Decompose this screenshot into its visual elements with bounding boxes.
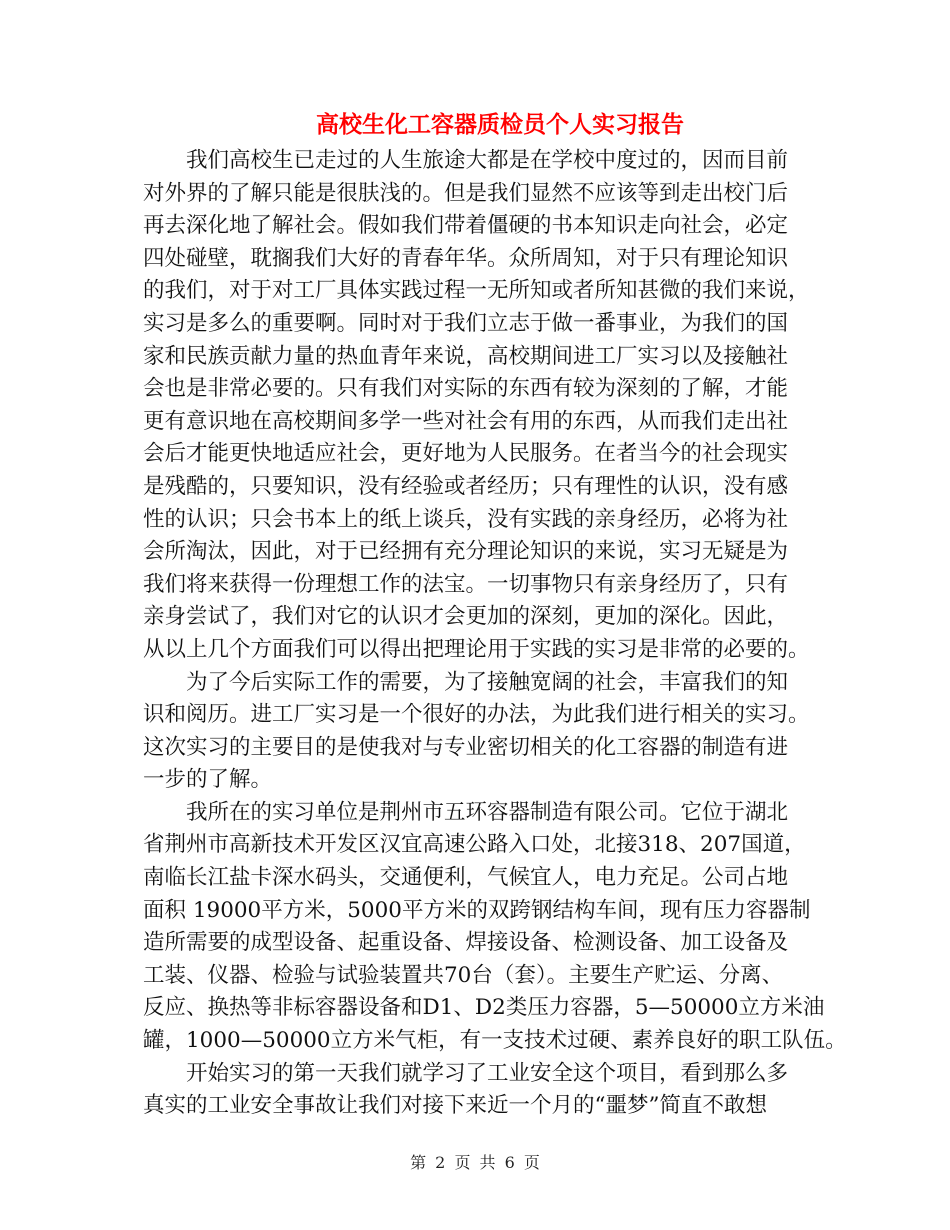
text-line: 会也是非常必要的。只有我们对实际的东西有较为深刻的了解，才能 — [143, 376, 789, 402]
text-line: 性的认识；只会书本上的纸上谈兵，没有实践的亲身经历，必将为社 — [143, 506, 789, 532]
text-line: 南临长江盐卡深水码头，交通便利，气候宜人，电力充足。公司占地 — [143, 865, 789, 891]
text-line: 为了今后实际工作的需要，为了接触宽阔的社会，丰富我们的知 — [186, 669, 789, 695]
text-line: 我们高校生已走过的人生旅途大都是在学校中度过的，因而目前 — [186, 148, 789, 173]
text-line: 从以上几个方面我们可以得出把理论用于实践的实习是非常的必要的。 — [143, 636, 810, 662]
text-line: 会后才能更快地适应社会，更好地为人民服务。在者当今的社会现实 — [143, 441, 789, 467]
text-line: 我所在的实习单位是荆州市五环容器制造有限公司。它位于湖北 — [186, 799, 789, 825]
document-body — [143, 145, 847, 1123]
text-line: 更有意识地在高校期间多学一些对社会有用的东西，从而我们走出社 — [143, 408, 789, 434]
text-line: 识和阅历。进工厂实习是一个很好的办法，为此我们进行相关的实习。 — [143, 702, 810, 728]
text-line: 的我们，对于对工厂具体实践过程一无所知或者所知甚微的我们来说， — [143, 278, 810, 304]
text-line: 家和民族贡献力量的热血青年来说，高校期间进工厂实习以及接触社 — [143, 343, 789, 369]
text-line: 省荆州市高新技术开发区汉宜高速公路入口处，北接318、207国道， — [143, 832, 806, 858]
text-line: 亲身尝试了，我们对它的认识才会更加的深刻，更加的深化。因此， — [143, 604, 789, 630]
text-line: 是残酷的，只要知识，没有经验或者经历；只有理性的认识，没有感 — [143, 473, 789, 499]
document-title: 高校生化工容器质检员个人实习报告 — [316, 111, 684, 138]
text-line: 四处碰壁，耽搁我们大好的青春年华。众所周知，对于只有理论知识 — [143, 245, 789, 271]
text-line: 面积 19000平方米，5000平方米的双跨钢结构车间，现有压力容器制 — [143, 897, 811, 923]
text-line: 对外界的了解只能是很肤浅的。但是我们显然不应该等到走出校门后 — [143, 180, 789, 206]
text-line: 我们将来获得一份理想工作的法宝。一切事物只有亲身经历了，只有 — [143, 571, 789, 597]
text-line: 造所需要的成型设备、起重设备、焊接设备、检测设备、加工设备及 — [143, 930, 789, 956]
text-line: 会所淘汰，因此，对于已经拥有充分理论知识的来说，实习无疑是为 — [143, 539, 789, 565]
text-line: 开始实习的第一天我们就学习了工业安全这个项目，看到那么多 — [186, 1060, 789, 1086]
text-line: 真实的工业安全事故让我们对接下来近一个月的“噩梦”简直不敢想 — [143, 1093, 767, 1119]
text-line: 实习是多么的重要啊。同时对于我们立志于做一番事业，为我们的国 — [143, 310, 789, 336]
text-line: 工装、仪器、检验与试验装置共70台（套）。主要生产贮运、分离、 — [143, 962, 784, 988]
text-line: 再去深化地了解社会。假如我们带着僵硬的书本知识走向社会，必定 — [143, 213, 789, 239]
text-line: 反应、换热等非标容器设备和D1、D2类压力容器，5—50000立方米油 — [143, 995, 825, 1021]
text-line: 一步的了解。 — [143, 767, 273, 793]
page-footer: 第 2 页 共 6 页 — [410, 1153, 540, 1172]
text-line: 这次实习的主要目的是使我对与专业密切相关的化工容器的制造有进 — [143, 734, 789, 760]
text-line: 罐，1000—50000立方米气柜，有一支技术过硬、素养良好的职工队伍。 — [143, 1028, 847, 1054]
